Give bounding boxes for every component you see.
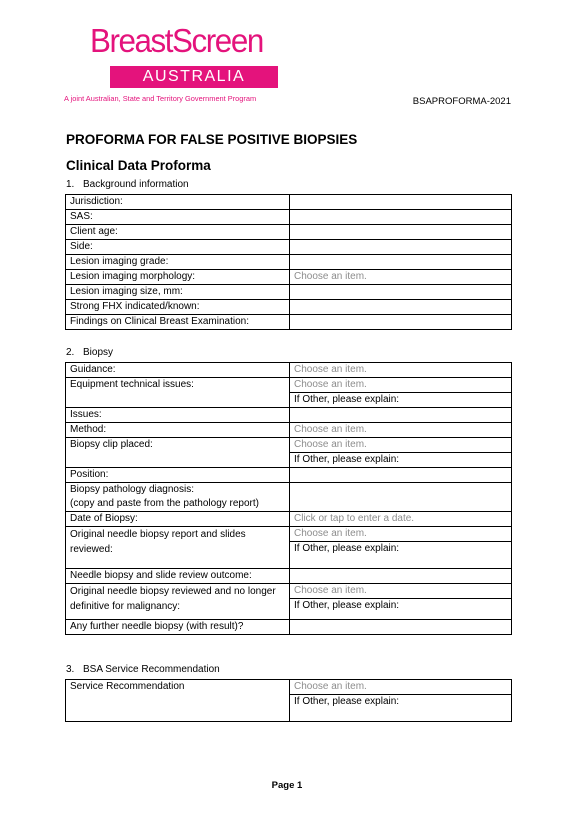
table-row [66,285,512,300]
value-field[interactable] [290,315,512,330]
page-number: Page 1 [271,780,303,791]
choose-item-dropdown[interactable]: Choose an item. [290,363,512,378]
choose-item-dropdown[interactable]: Choose an item. [290,438,512,453]
date-picker-field[interactable]: Click or tap to enter a date. [290,512,512,527]
value-field[interactable] [290,195,512,210]
row-label: Position: [66,468,290,483]
table-row [66,680,512,695]
row-label: Any further needle biopsy (with result)? [66,620,290,635]
row-label: Guidance: [66,363,290,378]
biopsy-table [65,362,512,635]
other-explain-field[interactable]: If Other, please explain: [290,599,512,620]
table-row [66,512,512,527]
row-label: Lesion imaging morphology: [66,270,290,285]
row-label: Needle biopsy and slide review outcome: [66,569,290,584]
row-label: Method: [66,423,290,438]
value-field[interactable] [290,408,512,423]
row-label: Original needle biopsy reviewed and no longer definitive for malignancy: [66,584,290,620]
value-field[interactable] [290,300,512,315]
value-field[interactable] [290,620,512,635]
value-field[interactable] [290,483,512,512]
table-row [66,255,512,270]
table-row [66,483,512,512]
row-label [66,483,290,512]
table-row [66,584,512,599]
value-field[interactable] [290,569,512,584]
section-number: 3. [66,664,75,675]
row-label: Original needle biopsy report and slides reviewed: [66,527,290,569]
section-title: Biopsy [83,347,114,358]
logo-brand: BreastScreen [90,22,263,59]
table-row [66,363,512,378]
value-field[interactable] [290,255,512,270]
choose-item-dropdown[interactable]: Choose an item. [290,378,512,393]
table-row [66,620,512,635]
other-explain-field[interactable]: If Other, please explain: [290,695,512,722]
choose-item-dropdown[interactable]: Choose an item. [290,270,512,285]
document-code: BSAPROFORMA-2021 [412,96,511,107]
section-title: BSA Service Recommendation [83,664,220,675]
row-label: Date of Biopsy: [66,512,290,527]
row-label-note: (copy and paste from the pathology report) [70,498,259,509]
table-row [66,270,512,285]
row-label: SAS: [66,210,290,225]
row-label: Strong FHX indicated/known: [66,300,290,315]
other-explain-field[interactable]: If Other, please explain: [290,453,512,468]
choose-item-dropdown[interactable]: Choose an item. [290,423,512,438]
table-row [66,408,512,423]
table-row [66,225,512,240]
section-2-heading [66,347,113,358]
value-field[interactable] [290,225,512,240]
table-row [66,569,512,584]
table-row [66,315,512,330]
section-number: 1. [66,179,75,190]
table-row [66,378,512,393]
breastscreen-logo [64,22,286,106]
row-label: Client age: [66,225,290,240]
table-row [66,423,512,438]
row-label-line: Biopsy pathology diagnosis: [70,484,194,495]
table-row [66,195,512,210]
value-field[interactable] [290,468,512,483]
row-label: Biopsy clip placed: [66,438,290,468]
page-subtitle: Clinical Data Proforma [66,158,211,173]
value-field[interactable] [290,285,512,300]
other-explain-field[interactable]: If Other, please explain: [290,393,512,408]
background-info-table [65,194,512,330]
page-title: PROFORMA FOR FALSE POSITIVE BIOPSIES [66,132,358,147]
table-row [66,300,512,315]
value-field[interactable] [290,240,512,255]
row-label: Jurisdiction: [66,195,290,210]
logo-country: AUSTRALIA [110,66,278,88]
choose-item-dropdown[interactable]: Choose an item. [290,680,512,695]
choose-item-dropdown[interactable]: Choose an item. [290,584,512,599]
table-row [66,438,512,453]
logo-tagline: A joint Australian, State and Territory Government Program [64,94,257,103]
table-row [66,210,512,225]
row-label: Side: [66,240,290,255]
table-row [66,468,512,483]
row-label: Equipment technical issues: [66,378,290,408]
section-title: Background information [83,179,189,190]
table-row [66,527,512,542]
row-label: Findings on Clinical Breast Examination: [66,315,290,330]
row-label: Lesion imaging grade: [66,255,290,270]
section-1-heading [66,179,189,190]
other-explain-field[interactable]: If Other, please explain: [290,542,512,569]
row-label: Issues: [66,408,290,423]
choose-item-dropdown[interactable]: Choose an item. [290,527,512,542]
section-3-heading [66,664,220,675]
section-number: 2. [66,347,75,358]
table-row [66,240,512,255]
value-field[interactable] [290,210,512,225]
service-recommendation-table [65,679,512,722]
row-label: Lesion imaging size, mm: [66,285,290,300]
row-label: Service Recommendation [66,680,290,722]
